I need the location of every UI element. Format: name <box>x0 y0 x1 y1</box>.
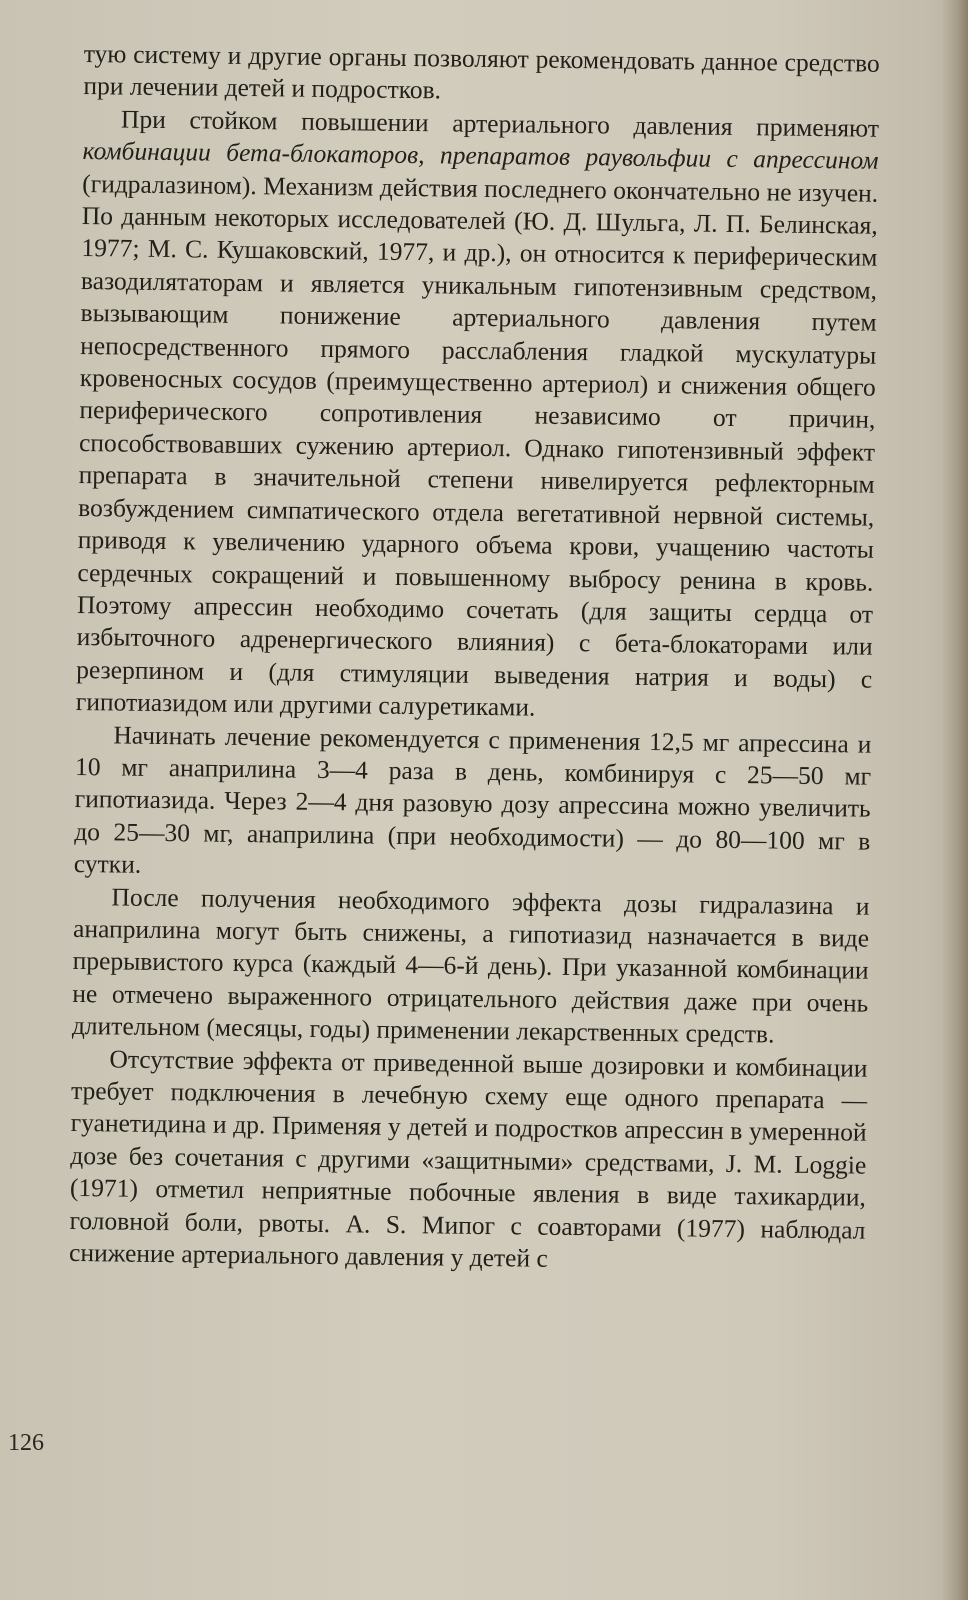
body-text <box>69 38 880 1279</box>
paragraph-2-text-b: (гидралазином). Механизм действия последнего окончательно не изучен. По данным некоторых исследователей (Ю. Д. Шульга, Л. П. Белинская, 1977; М. С. Кушаковский, 1977, и др.), он относится к периферическим вазодилятаторам и является уникальным гипотензивным средством, вызывающим понижение артериального давления путем непосредственного прямого расслабления гладкой мускулатуры кровеносных сосудов (преимущественно артериол) и снижения общего периферического сопротивления независимо от причин, способствовавших сужению артериол. Однако гипотензивный эффект препарата в значительной степени нивелируется рефлекторным возбуждением симпатического отдела вегетативной нервной системы, приводя к увеличению ударного объема крови, учащению частоты сердечных сокращений и повышенному выбросу ренина в кровь. Поэтому апрессин необходимо сочетать (для защиты сердца от избыточного адренергического влияния) с бета-блокаторами или резерпином и (для стимуляции выведения натрия и воды) с гипотиазидом или другими салуретиками. <box>75 168 879 722</box>
page-binding-shadow <box>942 0 968 1600</box>
paragraph-4-text: После получения необходимого эффекта дозы гидралазина и анаприлина могут быть снижены, а гипотиазид назначается в виде прерывистого курса (каждый 4—6-й день). При указанной комбинации не отмечено выраженного отрицательного действия даже при очень длительном (месяцы, годы) применении лекарственных средств. <box>71 881 870 1049</box>
paragraph-3-text: Начинать лечение рекомендуется с применения 12,5 мг апрессина и 10 мг анаприлина 3—4 раза в день, комбинируя с 25—50 мг гипотиазида. Через 2—4 дня разовую дозу апрессина можно увеличить до 25—30 мг, анаприлина (при необходимости) — до 80—100 мг в сутки. <box>73 719 872 879</box>
paragraph-2-text-a: При стойком повышении артериального давления применяют <box>120 104 880 143</box>
paragraph-2-italic-term: комбинации бета-блокаторов, препаратов раувольфии с апрессином <box>82 136 879 175</box>
page-number: 126 <box>8 1430 44 1456</box>
paragraph-2 <box>76 103 879 728</box>
paragraph-1-text: тую систему и другие органы позволяют рекомендовать данное средство при лечении детей и подростков. <box>83 38 880 105</box>
paragraph-3 <box>74 718 872 890</box>
paragraph-1 <box>83 38 880 113</box>
paragraph-4 <box>72 880 870 1052</box>
paragraph-5-text: Отсутствие эффекта от приведенной выше дозировки и комбинации требует подключения в лечебную схему еще одного препарата — гуанетидина и др. Применяя у детей и подростков апрессин в умеренной дозе без сочетания с другими «защитными» средствами, J. M. Loggie (1971) отметил неприятные побочные явления в виде тахикардии, головной боли, рвоты. A. S. Mипог с соавторами (1977) наблюдал снижение артериального давления у детей с <box>68 1043 868 1273</box>
paragraph-5 <box>69 1043 868 1280</box>
